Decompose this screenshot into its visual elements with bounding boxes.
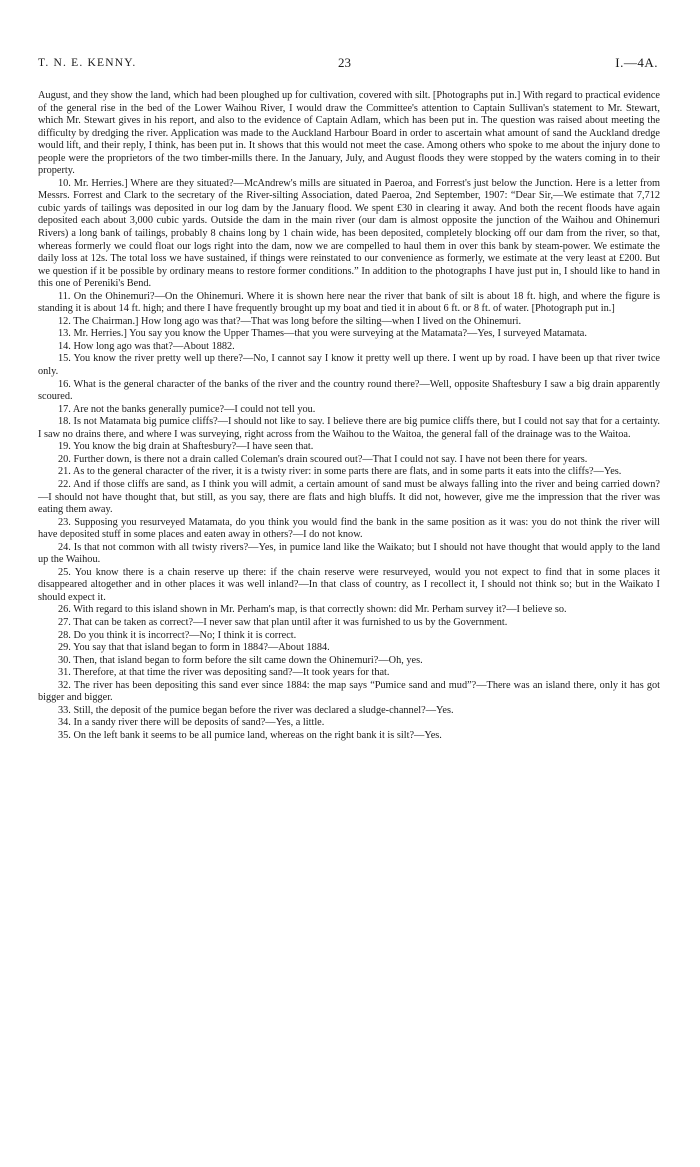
- paper-reference: I.—4A.: [615, 55, 658, 70]
- paragraph: 35. On the left bank it seems to be all pumice land, whereas on the right bank it is silt?—Yes.: [58, 729, 442, 741]
- paragraph: 15. You know the river pretty well up there?—No, I cannot say I know it pretty well up there. I went up by road. I have been up that river twice only.: [38, 353, 660, 378]
- paragraph: 33. Still, the deposit of the pumice began before the river was declared a sludge-channel?—Yes.: [58, 704, 454, 716]
- header-witness-name: T. N. E. KENNY.: [38, 57, 137, 69]
- paragraph: 21. As to the general character of the river, it is a twisty river: in some parts there are flats, and in some parts it eats into the cliffs?—Yes.: [58, 466, 622, 478]
- paragraph: 34. In a sandy river there will be deposits of sand?—Yes, a little.: [58, 717, 325, 729]
- paragraph: 27. That can be taken as correct?—I never saw that plan until after it was furnished to us by the Government.: [58, 616, 508, 628]
- paragraph: 10. Mr. Herries.] Where are they situated?—McAndrew's mills are situated in Paeroa, and Forrest's just below the Junction. Here is a letter from Messrs. Forrest and Clark to the secretary of the River-silting Association, dated Paeroa, 2nd September, 1907: “Dear Sir,—We estimate that 7,712 cubic yards of tailings was deposited in our log dam by the January flood. We spent £30 in clearing it away. And both the recent floods have again deposited each about 3,000 cubic yards. Outside the dam in the main river (our dam is almost opposite the junction of the Waihou and Ohinemuri Rivers) a long bank of tailings, probably 8 chains long by 1 chain wide, has been deposited, completely blocking off our dam from the river, so that, whereas formerly we could float our logs right into the dam, now we are compelled to haul them in over this bank by steam-power. We estimate the daily loss at 12s. The total loss we have sustained, if things were reinstated to our convenience as formerly, we estimate at the very least at £200. But we question if it be possible by ordinary means to restore former conditions.” In addition to the photographs I have just put in, I should like to hand in this one of Pereniki's Bend.: [38, 177, 660, 290]
- paragraph: 28. Do you think it is incorrect?—No; I think it is correct.: [58, 629, 297, 641]
- paragraph: 23. Supposing you resurveyed Matamata, do you think you would find the bank in the same position as it was: you do not think the river will have deposited stuff in some places and eaten away in others?—I do not know.: [38, 516, 660, 541]
- page-number: 23: [338, 55, 351, 70]
- paragraph: 20. Further down, is there not a drain called Coleman's drain scoured out?—That I could not say. I have not been there for years.: [58, 453, 588, 465]
- paragraph: 25. You know there is a chain reserve up there: if the chain reserve were resurveyed, would you not expect to find that in some places it disappeared altogether and in other places it was well inland?—In that class of country, as I recollect it, I should not think so; but in the Waikato I should expect it.: [38, 566, 660, 603]
- paragraph: 14. How long ago was that?—About 1882.: [58, 340, 235, 352]
- paragraph: 16. What is the general character of the banks of the river and the country round there?—Well, opposite Shaftesbury I saw a big drain apparently scoured.: [38, 378, 660, 403]
- paragraph: 13. Mr. Herries.] You say you know the Upper Thames—that you were surveying at the Matamata?—Yes, I surveyed Matamata.: [58, 328, 587, 340]
- paragraph: 30. Then, that island began to form before the silt came down the Ohinemuri?—Oh, yes.: [58, 654, 423, 666]
- paragraph: 11. On the Ohinemuri?—On the Ohinemuri. Where it is shown here near the river that bank of silt is about 18 ft. high, and where the figure is standing it is about 14 ft. high; and there I have frequently brought up my boat and tied it in about 6 ft. or 8 ft. of water. [Photograph put in.]: [38, 290, 660, 315]
- paragraph: 17. Are not the banks generally pumice?—I could not tell you.: [58, 403, 316, 415]
- body-text: [38, 90, 660, 742]
- paragraph: 26. With regard to this island shown in Mr. Perham's map, is that correctly shown: did Mr. Perham survey it?—I believe so.: [58, 604, 567, 616]
- paragraph: 24. Is that not common with all twisty rivers?—Yes, in pumice land like the Waikato; but I should not have thought that would apply to the land up the Waihou.: [38, 541, 660, 566]
- paragraph: 18. Is not Matamata big pumice cliffs?—I should not like to say. I believe there are big pumice cliffs there, but I could not say that for a certainty. I saw no drains there, and where I was surveying, right across from the Waihou to the Waitoa, the general fall of the drainage was to the Waitoa.: [38, 416, 660, 440]
- paragraph: 31. Therefore, at that time the river was depositing sand?—It took years for that.: [58, 667, 390, 679]
- paragraph: August, and they show the land, which had been ploughed up for cultivation, covered with silt. [Photographs put in.] With regard to practical evidence of the general rise in the bed of the Lower Waihou River, I would draw the Committee's attention to Captain Sullivan's statement to Mr. Stewart, which Mr. Stewart gives in his report, and also to the evidence of Captain Adlam, which has been put in. The question was raised about meeting the difficulty by dredging the river. Application was made to the Auckland Harbour Board in order to ascertain what amount of sand the Auckland dredge would lift, and their reply, I think, has been put in. It shows that this would not meet the case. Among others who spoke to me about the injury done to people were the proprietors of the two timber-mills there. In the January, July, and August floods they were stopped by the waters coming in to their property.: [38, 90, 660, 177]
- paragraph: 12. The Chairman.] How long ago was that?—That was long before the silting—when I lived on the Ohinemuri.: [58, 315, 522, 327]
- running-header: [38, 57, 658, 75]
- paragraph: 19. You know the big drain at Shaftesbury?—I have seen that.: [58, 441, 314, 453]
- paragraph: 32. The river has been depositing this sand ever since 1884: the map says “Pumice sand and mud”?—There was an island there, only it has got bigger and bigger.: [38, 679, 660, 704]
- paragraph: 22. And if those cliffs are sand, as I think you will admit, a certain amount of sand must be always falling into the river and being carried down?—I should not have thought that, but still, as you say, there are flats and high bluffs. It did not, however, give me the impression that the river was eating them away.: [38, 478, 660, 516]
- paragraph: 29. You say that that island began to form in 1884?—About 1884.: [58, 642, 330, 654]
